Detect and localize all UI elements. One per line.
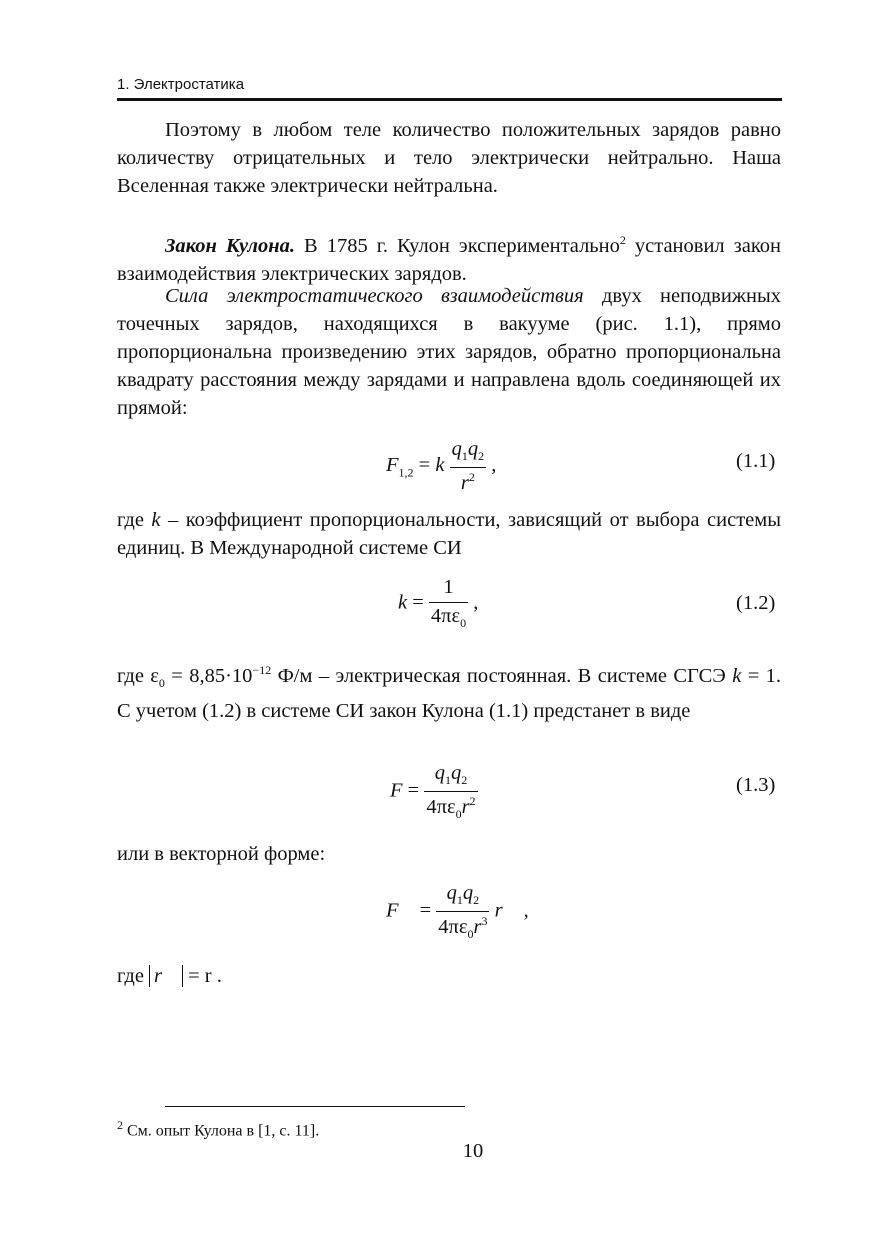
page-number: 10 xyxy=(462,1140,484,1162)
footnote-rule xyxy=(165,1106,465,1107)
paragraph-permittivity: где $\varepsilon_0 = 8,85\cdot 10^{-12}$ Ф/м – электрическая постоянная. В системе СГСЭ k = 1. С учетом (1.2) в системе СИ закон Кулона (1.1) предстанет в виде xyxy=(117,663,782,722)
footnote-mark: 2 xyxy=(117,1118,123,1132)
equation-1-3: F = $\frac{q_1q_2}{4\pi\varepsilon_0r^2}$ xyxy=(390,762,476,822)
vector-norm: r⃗ xyxy=(149,965,183,987)
running-header: 1. Электростатика xyxy=(117,76,245,93)
equation-number-1-1: (1.1) xyxy=(736,450,776,472)
footnote-ref[interactable]: 2 xyxy=(619,233,626,247)
footnote-text: См. опыт Кулона в [1, с. 11]. xyxy=(123,1122,320,1140)
footnote xyxy=(117,1118,319,1140)
coulomb-law-title: Закон Кулона. xyxy=(165,234,296,257)
equation-number-1-3: (1.3) xyxy=(736,774,776,796)
paragraph-coefficient: где k – коэффициент пропорциональности, зависящий от выбора системы единиц. В Международной системе СИ xyxy=(117,509,781,559)
equation-vector: F⃗ = $\frac{q_1q_2}{4\pi\varepsilon_0r^3}$ r⃗ , xyxy=(386,882,529,942)
header-rule xyxy=(117,98,782,101)
paragraph-vector-norm: где r⃗ = r . xyxy=(117,965,222,987)
equation-number-1-2: (1.2) xyxy=(736,592,776,614)
equation-1-2: k = $\frac{1}{4\pi\varepsilon_0}$ , xyxy=(398,576,479,631)
equation-1-1: $F_{1,2} = k$ $\frac{q_1q_2}{r^2}$ , xyxy=(386,438,497,494)
paragraph-vector-form: или в векторной форме: xyxy=(117,843,326,865)
definition-term: Сила электростатического взаимодействия xyxy=(165,285,584,307)
paragraph-definition: Сила электростатического взаимодействия двух неподвижных точечных зарядов, находящихся в вакууме (рис. 1.1), прямо пропорциональна произведению этих зарядов, обратно пропорциональна квадрату расстояния между зарядами и направлена вдоль соединяющей их прямой: xyxy=(117,285,781,419)
paragraph-neutrality: Поэтому в любом теле количество положительных зарядов равно количеству отрицательных и тело электрически нейтрально. Наша Вселенная также электрически нейтральна. xyxy=(117,119,781,197)
paragraph-coulomb-law: Закон Кулона. В 1785 г. Кулон экспериментально$^2$ установил закон взаимодействия электрических зарядов. xyxy=(117,233,781,285)
